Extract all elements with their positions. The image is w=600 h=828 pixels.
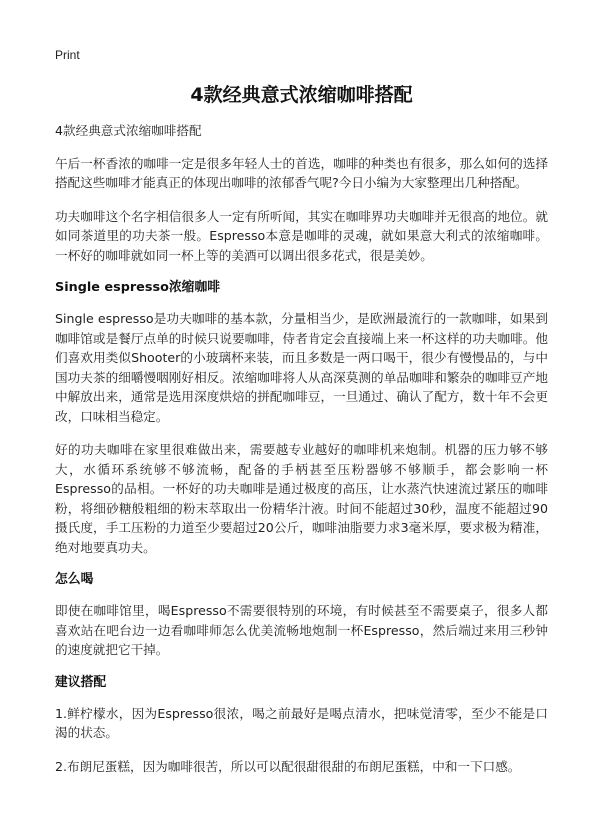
section-heading-single-espresso: Single espresso浓缩咖啡 [55,280,221,295]
section-heading-how-to-drink: 怎么喝 [55,572,94,587]
article-subtitle: 4款经典意式浓缩咖啡搭配 [55,123,202,138]
pairing-item-2: 2.布朗尼蛋糕，因为咖啡很苦，所以可以配很甜很甜的布朗尼蛋糕，中和一下口感。 [55,758,521,774]
article-body [55,121,548,790]
print-link[interactable]: Print [55,48,80,62]
intro-paragraph-1: 午后一杯香浓的咖啡一定是很多年轻人士的首选，咖啡的种类也有很多，那么如何的选择搭配这些咖啡才能真正的体现出咖啡的浓郁香气呢?今日小编为大家整理出几种搭配。 [55,155,548,190]
pairing-item-1: 1.鲜柠檬水，因为Espresso很浓，喝之前最好是喝点清水，把味觉清零，至少不能是口渴的状态。 [55,705,548,740]
section-heading-suggested-pairing: 建议搭配 [55,674,107,690]
section-paragraph: 好的功夫咖啡在家里很难做出来，需要越专业越好的咖啡机来炮制。机器的压力够不够大，水循环系统够不够流畅，配备的手柄甚至压粉器够不够顺手，都会影响一杯Espresso的品相。一杯好的功夫咖啡是通过极度的高压，让水蒸汽快速流过紧压的咖啡粉，将细砂糖般粗细的粉末萃取出一份精华汁液。时间不能超过30秒，温度不能超过90摄氏度，手工压粉的力道至少要超过20公斤，咖啡油脂要力求3毫米厚，要求极为精准，绝对地要真功夫。 [55,442,548,555]
intro-paragraph-2: 功夫咖啡这个名字相信很多人一定有所听闻，其实在咖啡界功夫咖啡并无很高的地位。就如同茶道里的功夫茶一般。Espresso本意是咖啡的灵魂，就如果意大利式的浓缩咖啡。一杯好的咖啡就如同一杯上等的美酒可以调出很多花式，很是美妙。 [55,208,548,263]
section-paragraph: Single espresso是功夫咖啡的基本款，分量相当少，是欧洲最流行的一款咖啡，如果到咖啡馆或是餐厅点单的时候只说要咖啡，侍者肯定会直接端上来一杯这样的功夫咖啡。他们喜欢用类似Shooter的小玻璃杯来装，而且多数是一两口喝干，很少有慢慢品的，与中国功夫茶的细嚼慢咽刚好相反。浓缩咖啡将人从高深莫测的单品咖啡和繁杂的咖啡豆产地中解放出来，通常是选用深度烘焙的拼配咖啡豆，一旦通过、确认了配方，数十年不会更改，口味相当稳定。 [55,311,548,424]
page-title: 4款经典意式浓缩咖啡搭配 [190,84,413,106]
section-paragraph: 即使在咖啡馆里，喝Espresso不需要很特别的环境，有时候甚至不需要桌子，很多人都喜欢站在吧台边一边看咖啡师怎么优美流畅地炮制一杯Espresso，然后端过来用三秒钟的速度就把它干掉。 [55,603,548,657]
